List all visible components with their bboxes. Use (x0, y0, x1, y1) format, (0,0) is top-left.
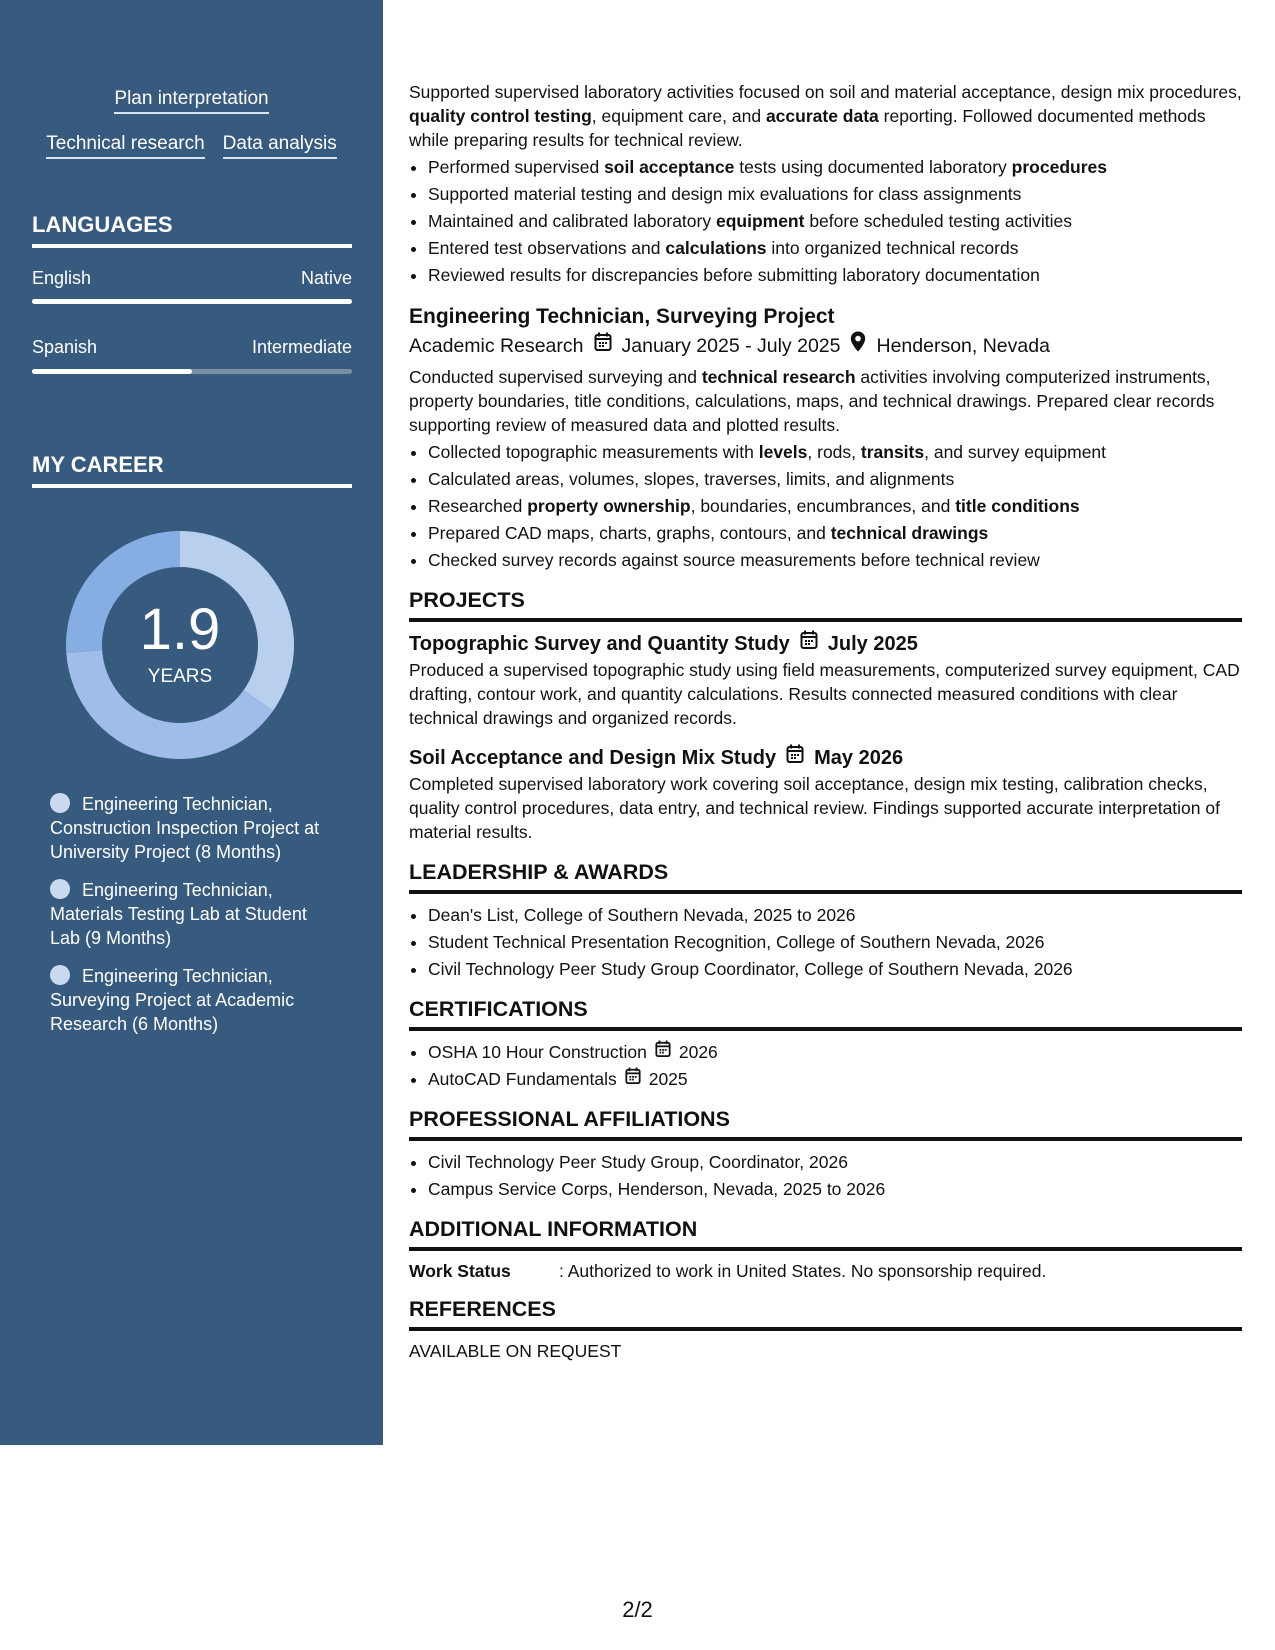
language-level: Native (300, 268, 352, 288)
certification-name: • OSHA 10 Hour Construction (428, 1042, 647, 1062)
certification-item (428, 1066, 1242, 1093)
career-list (50, 792, 340, 1050)
bullet-item: • Maintained and calibrated laboratory equipment before scheduled testing activities (428, 208, 1242, 235)
job-summary: Conducted supervised surveying and technical research activities involving computerized instruments, property boundaries, title conditions, calculations, maps, and technical drawings. Prepared clear records supporting review of measured data and plotted results. (409, 367, 1215, 435)
calendar-icon (625, 1066, 641, 1093)
work-status-row (409, 1259, 1242, 1283)
language-row (32, 267, 352, 289)
language-name: English (32, 268, 92, 288)
bullet-dot-icon (50, 965, 70, 985)
language-name: Spanish (32, 337, 98, 357)
experience-bullets (409, 154, 1242, 289)
project-description: Completed supervised laboratory work covering soil acceptance, design mix testing, calibration checks, quality control procedures, data entry, and technical review. Findings supported accurate interpretation of material results. (409, 774, 1220, 842)
job-bullets (409, 439, 1242, 574)
project-title: Topographic Survey and Quantity Study (409, 633, 790, 655)
affiliation-item: • Campus Service Corps, Henderson, Nevada, 2025 to 2026 (428, 1176, 1242, 1203)
career-item-text: Engineering Technician, Materials Testing Lab at Student Lab (9 Months) (50, 880, 307, 948)
language-level: Intermediate (251, 337, 352, 357)
bullet-item: • Calculated areas, volumes, slopes, traverses, limits, and alignments (428, 466, 1242, 493)
skills-row-1 (0, 88, 383, 114)
job-location: Henderson, Nevada (876, 335, 1050, 357)
career-item (50, 792, 340, 864)
language-proficiency-fill (32, 299, 352, 304)
calendar-icon (800, 630, 818, 658)
work-status-value: : Authorized to work in United States. No sponsorship required. (559, 1261, 1047, 1281)
affiliation-item: • Civil Technology Peer Study Group, Coordinator, 2026 (428, 1149, 1242, 1176)
bullet-item: • Collected topographic measurements with levels, rods, transits, and survey equipment (428, 439, 1242, 466)
career-heading: MY CAREER (32, 452, 352, 488)
bullet-item: • Entered test observations and calculations into organized technical records (428, 235, 1242, 262)
certification-year: 2025 (648, 1069, 688, 1089)
certification-name: • AutoCAD Fundamentals (428, 1069, 617, 1089)
leadership-list (409, 902, 1242, 983)
calendar-icon (655, 1039, 671, 1066)
leadership-item: • Civil Technology Peer Study Group Coordinator, College of Southern Nevada, 2026 (428, 956, 1242, 983)
skill-tag: Technical research (46, 133, 204, 159)
bullet-item: • Prepared CAD maps, charts, graphs, contours, and technical drawings (428, 520, 1242, 547)
job-meta (409, 331, 1242, 361)
project-description: Produced a supervised topographic study using field measurements, computerized survey equipment, CAD drafting, contour work, and quantity calculations. Results connected measured conditions with clear technical drawings and organized records. (409, 660, 1240, 728)
experience-intro: Supported supervised laboratory activities focused on soil and material acceptance, design mix procedures, quality control testing, equipment care, and accurate data reporting. Followed documented methods while preparing results for technical review. (409, 82, 1242, 150)
main-content (409, 80, 1242, 1363)
project-title: Soil Acceptance and Design Mix Study (409, 747, 777, 769)
certification-year: 2026 (678, 1042, 718, 1062)
calendar-icon (594, 331, 612, 361)
bullet-dot-icon (50, 793, 70, 813)
sidebar (0, 0, 383, 1445)
skills-row-2 (0, 133, 383, 159)
bullet-item: • Checked survey records against source measurements before technical review (428, 547, 1242, 574)
leadership-item: • Student Technical Presentation Recognition, College of Southern Nevada, 2026 (428, 929, 1242, 956)
bullet-dot-icon (50, 879, 70, 899)
page-number: 2/2 (622, 1597, 653, 1622)
affiliations-list (409, 1149, 1242, 1203)
career-total-years: 1.9 (139, 597, 221, 662)
work-status-label: Work Status (409, 1261, 511, 1281)
language-proficiency-fill (32, 369, 192, 374)
project-entry (409, 630, 1242, 730)
additional-info-heading: ADDITIONAL INFORMATION (409, 1215, 1242, 1251)
career-total-unit: YEARS (147, 666, 213, 687)
language-proficiency-bar (32, 299, 352, 304)
languages-heading: LANGUAGES (32, 212, 352, 248)
leadership-heading: LEADERSHIP & AWARDS (409, 858, 1242, 894)
references-heading: REFERENCES (409, 1295, 1242, 1331)
job-dates: January 2025 - July 2025 (621, 335, 841, 357)
leadership-item: • Dean's List, College of Southern Nevada, 2025 to 2026 (428, 902, 1242, 929)
career-item (50, 964, 340, 1036)
skill-tag: Plan interpretation (114, 88, 268, 114)
certifications-list (409, 1039, 1242, 1093)
affiliations-heading: PROFESSIONAL AFFILIATIONS (409, 1105, 1242, 1141)
bullet-item: • Supported material testing and design mix evaluations for class assignments (428, 181, 1242, 208)
bullet-item: • Reviewed results for discrepancies before submitting laboratory documentation (428, 262, 1242, 289)
skill-tag: Data analysis (223, 133, 337, 159)
certifications-heading: CERTIFICATIONS (409, 995, 1242, 1031)
project-entry (409, 744, 1242, 844)
projects-heading: PROJECTS (409, 586, 1242, 622)
career-item-text: Engineering Technician, Surveying Project at Academic Research (6 Months) (50, 966, 295, 1034)
project-title-row (409, 744, 1242, 772)
project-date: May 2026 (814, 747, 904, 769)
job-organization: Academic Research (409, 335, 584, 357)
bullet-item: • Performed supervised soil acceptance tests using documented laboratory procedures (428, 154, 1242, 181)
bullet-item: • Researched property ownership, boundaries, encumbrances, and title conditions (428, 493, 1242, 520)
job-title: Engineering Technician, Surveying Project (409, 305, 835, 328)
project-date: July 2025 (827, 633, 918, 655)
career-item-text: Engineering Technician, Construction Inspection Project at University Project (8 Months) (50, 794, 320, 862)
project-title-row (409, 630, 1242, 658)
language-row (32, 336, 352, 358)
references-text: AVAILABLE ON REQUEST (409, 1341, 622, 1361)
language-proficiency-bar (32, 369, 352, 374)
calendar-icon (786, 744, 804, 772)
career-item (50, 878, 340, 950)
certification-item (428, 1039, 1242, 1066)
location-pin-icon (850, 331, 866, 361)
